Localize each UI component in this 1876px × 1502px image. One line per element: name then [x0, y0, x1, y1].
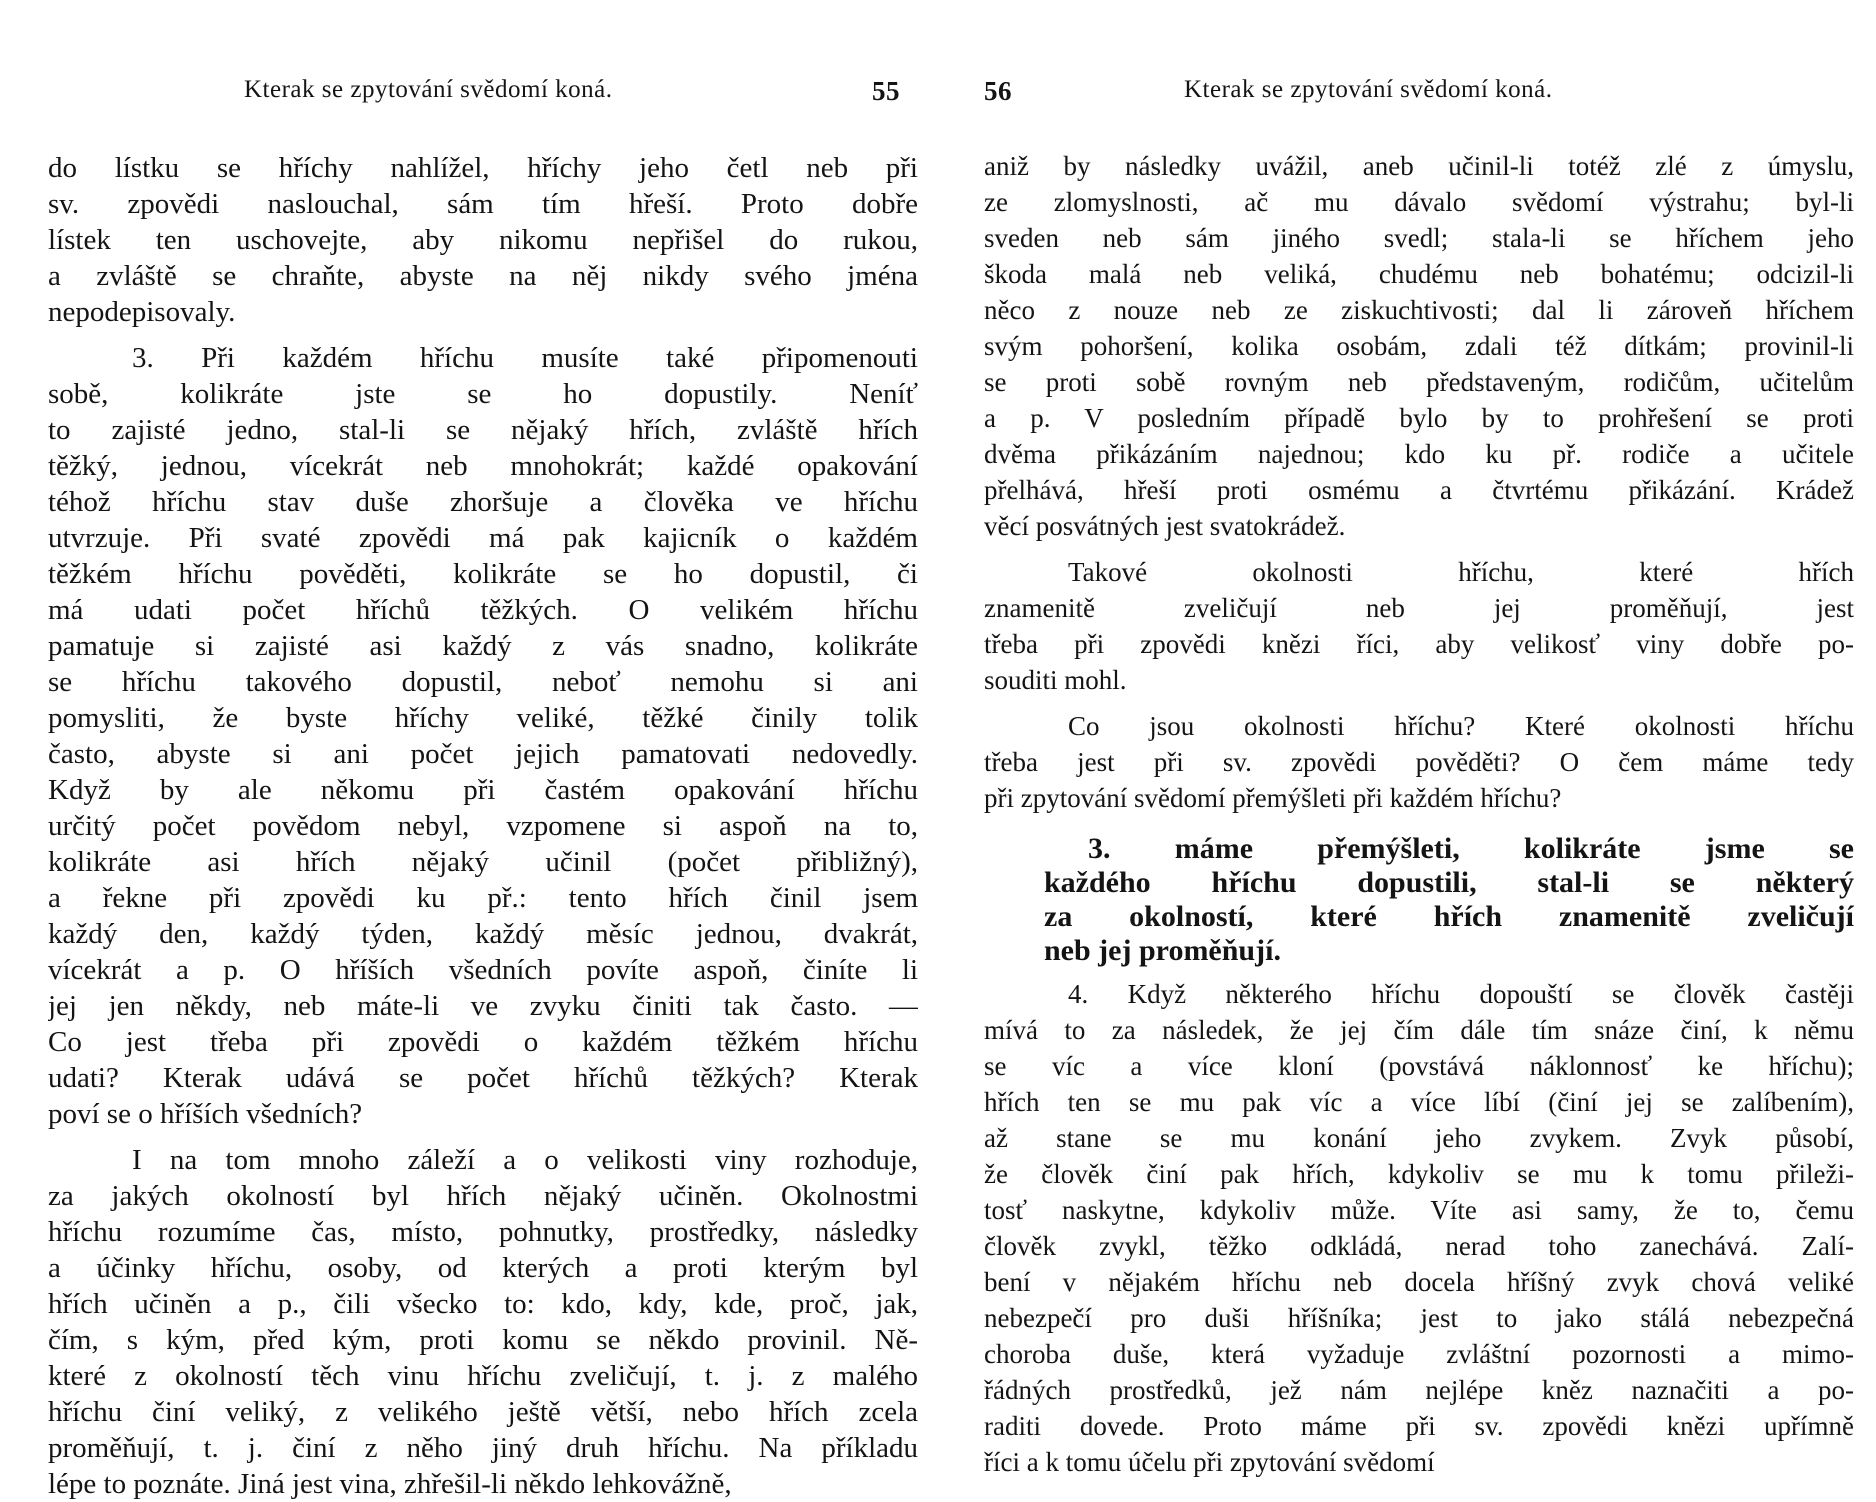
text-line: téhož hříchu stav duše zhoršuje a člověka ve hříchu	[48, 486, 918, 518]
text-line: hřích ten se mu pak víc a více líbí (činí jej se zalíbením),	[984, 1087, 1854, 1117]
paragraph-gap	[984, 698, 1854, 708]
text-line: věcí posvátných jest svatokrádež.	[984, 511, 1346, 541]
paragraph	[48, 150, 918, 330]
text-line: až stane se mu konání jeho zvykem. Zvyk působí,	[984, 1123, 1854, 1153]
text-line: Co jest třeba při zpovědi o každém těžkém hříchu	[48, 1026, 918, 1058]
text-line: které z okolností těch vinu hříchu zveličují, t. j. z malého	[48, 1360, 918, 1392]
text-line: proměňují, t. j. činí z něho jiný druh hříchu. Na příkladu	[48, 1432, 918, 1464]
text-line: poví se o hříších všedních?	[48, 1098, 363, 1130]
text-line: bení v nějakém hříchu neb docela hříšný zvyk chová veliké	[984, 1267, 1854, 1297]
page-body	[984, 148, 1854, 1480]
text-line: lépe to poznáte. Jiná jest vina, zhřešil-li někdo lehkovážně,	[48, 1468, 732, 1500]
body-text	[984, 976, 1854, 1480]
text-line: aniž by následky uvážil, aneb učinil-li totéž zlé z úmyslu,	[984, 151, 1854, 181]
text-line: nebezpečí pro duši hříšníka; jest to jako stálá nebezpečná	[984, 1303, 1854, 1333]
text-line: udati? Kterak udává se počet hříchů těžkých? Kterak	[48, 1062, 918, 1094]
paragraph	[984, 554, 1854, 698]
text-line: za jakých okolností byl hřích nějaký učiněn. Okolnostmi	[48, 1180, 918, 1212]
paragraph	[984, 148, 1854, 544]
text-line: každý den, každý týden, každý měsíc jednou, dvakrát,	[48, 918, 918, 950]
text-line: Co jsou okolnosti hříchu? Které okolnosti hříchu	[1068, 711, 1854, 741]
text-line: to zajisté jedno, stal-li se nějaký hřích, zvláště hřích	[48, 414, 918, 446]
text-line: hříchu činí veliký, z velikého ještě větší, nebo hřích zcela	[48, 1396, 918, 1428]
text-line: ze zlomyslnosti, ač mu dávalo svědomí výstrahu; byl-li	[984, 187, 1854, 217]
text-line: souditi mohl.	[984, 665, 1127, 695]
text-line: sveden neb sám jiného svedl; stala-li se hříchem jeho	[984, 223, 1854, 253]
paragraph	[48, 340, 918, 1132]
text-line: raditi dovede. Proto máme při sv. zpovědi knězi upřímně	[984, 1411, 1854, 1441]
text-line: hřích učiněn a p., čili všecko to: kdo, kdy, kde, proč, jak,	[48, 1288, 918, 1320]
text-line: 3. Při každém hříchu musíte také připomenouti	[132, 342, 918, 374]
text-line: a zvláště se chraňte, abyste na něj nikdy svého jména	[48, 260, 918, 292]
text-line: jej jen někdy, neb máte-li ve zvyku činiti tak často. —	[48, 990, 918, 1022]
text-line: třeba jest při sv. zpovědi pověděti? O čem máme tedy	[984, 747, 1854, 777]
paragraph-gap	[48, 1132, 918, 1142]
text-line: sobě, kolikráte jste se ho dopustily. Neníť	[48, 378, 918, 410]
text-line: těžkém hříchu pověděti, kolikráte se ho dopustil, či	[48, 558, 918, 590]
running-head	[984, 76, 1854, 108]
text-line: nepodepisovaly.	[48, 296, 236, 328]
text-line: choroba duše, která vyžaduje zvláštní pozornosti a mimo-	[984, 1339, 1854, 1369]
page-body	[48, 150, 918, 1502]
text-line: utvrzuje. Při svaté zpovědi má pak kajicník o každém	[48, 522, 918, 554]
text-line: Když by ale někomu při častém opakování hříchu	[48, 774, 918, 806]
heading-line: za okolností, které hřích znamenitě zveličují	[1044, 900, 1854, 933]
running-head-title: Kterak se zpytování svědomí koná.	[244, 76, 613, 103]
text-line: vícekrát a p. O hříších všedních povíte aspoň, činíte li	[48, 954, 918, 986]
text-line: že člověk činí pak hřích, kdykoliv se mu k tomu přileži-	[984, 1159, 1854, 1189]
text-line: Takové okolnosti hříchu, které hřích	[1068, 557, 1854, 587]
page-number: 55	[872, 76, 900, 106]
heading-line: každého hříchu dopustili, stal-li se některý	[1044, 866, 1854, 899]
text-line: přelhává, hřeší proti osmému a čtvrtému přikázání. Krádež	[984, 475, 1854, 505]
text-line: škoda malá neb veliká, chudému neb bohatému; odcizil-li	[984, 259, 1854, 289]
text-line: má udati počet hříchů těžkých. O velikém hříchu	[48, 594, 918, 626]
text-line: tosť naskytne, kdykoliv může. Víte asi samy, že to, čemu	[984, 1195, 1854, 1225]
text-line: a účinky hříchu, osoby, od kterých a proti kterým byl	[48, 1252, 918, 1284]
text-line: pomysliti, že byste hříchy veliké, těžké činily tolik	[48, 702, 918, 734]
text-line: do lístku se hříchy nahlížel, hříchy jeho četl neb při	[48, 152, 918, 184]
text-line: hříchu rozumíme čas, místo, pohnutky, prostředky, následky	[48, 1216, 918, 1248]
section-heading	[1044, 832, 1854, 968]
paragraph-gap	[984, 544, 1854, 554]
text-line: a p. V posledním případě bylo by to prohřešení se proti	[984, 403, 1854, 433]
body-text	[984, 148, 1854, 816]
text-line: kolikráte asi hřích nějaký učinil (počet přibližný),	[48, 846, 918, 878]
text-line: se víc a více kloní (povstává náklonnosť ke hříchu);	[984, 1051, 1854, 1081]
text-line: 4. Když některého hříchu dopouští se člověk častěji	[1068, 979, 1854, 1009]
text-line: lístek ten uschovejte, aby nikomu nepřišel do rukou,	[48, 224, 918, 256]
text-line: svým pohoršení, kolika osobám, zdali též dítkám; provinil-li	[984, 331, 1854, 361]
text-line: řádných prostředků, jež nám nejlépe kněz naznačiti a po-	[984, 1375, 1854, 1405]
running-head	[48, 76, 918, 108]
text-line: se proti sobě rovným neb představeným, rodičům, učitelům	[984, 367, 1854, 397]
text-line: a řekne při zpovědi ku př.: tento hřích činil jsem	[48, 882, 918, 914]
heading-line: 3. máme přemýšleti, kolikráte jsme se	[1088, 832, 1854, 865]
text-line: třeba při zpovědi knězi říci, aby velikosť viny dobře po-	[984, 629, 1854, 659]
text-line: dvěma přikázáním najednou; kdo ku př. rodiče a učitele	[984, 439, 1854, 469]
text-line: I na tom mnoho záleží a o velikosti viny rozhoduje,	[132, 1144, 918, 1176]
text-line: při zpytování svědomí přemýšleti při každém hříchu?	[984, 783, 1562, 813]
paragraph	[984, 708, 1854, 816]
page-number: 56	[984, 76, 1012, 106]
text-line: mívá to za následek, že jej čím dále tím snáze činí, k němu	[984, 1015, 1854, 1045]
text-line: často, abyste si ani počet jejich pamatovati nedovedly.	[48, 738, 918, 770]
paragraph	[48, 1142, 918, 1502]
text-line: těžký, jednou, vícekrát neb mnohokrát; každé opakování	[48, 450, 918, 482]
left-page	[48, 0, 918, 1500]
text-line: něco z nouze neb ze ziskuchtivosti; dal li zároveň hříchem	[984, 295, 1854, 325]
paragraph-gap	[48, 330, 918, 340]
text-line: čím, s kým, před kým, proti komu se někdo provinil. Ně-	[48, 1324, 918, 1356]
text-line: určitý počet povědom nebyl, vzpomene si aspoň na to,	[48, 810, 918, 842]
text-line: se hříchu takového dopustil, neboť nemohu si ani	[48, 666, 918, 698]
text-line: znamenitě zveličují neb jej proměňují, jest	[984, 593, 1854, 623]
text-line: člověk zvykl, těžko odkládá, nerad toho zanechává. Zalí-	[984, 1231, 1854, 1261]
right-page	[984, 0, 1854, 1500]
text-line: pamatuje si zajisté asi každý z vás snadno, kolikráte	[48, 630, 918, 662]
text-line: říci a k tomu účelu při zpytování svědomí	[984, 1447, 1435, 1477]
heading-line: neb jej proměňují.	[1044, 934, 1281, 967]
text-line: sv. zpovědi naslouchal, sám tím hřeší. Proto dobře	[48, 188, 918, 220]
running-head-title: Kterak se zpytování svědomí koná.	[1184, 76, 1553, 103]
